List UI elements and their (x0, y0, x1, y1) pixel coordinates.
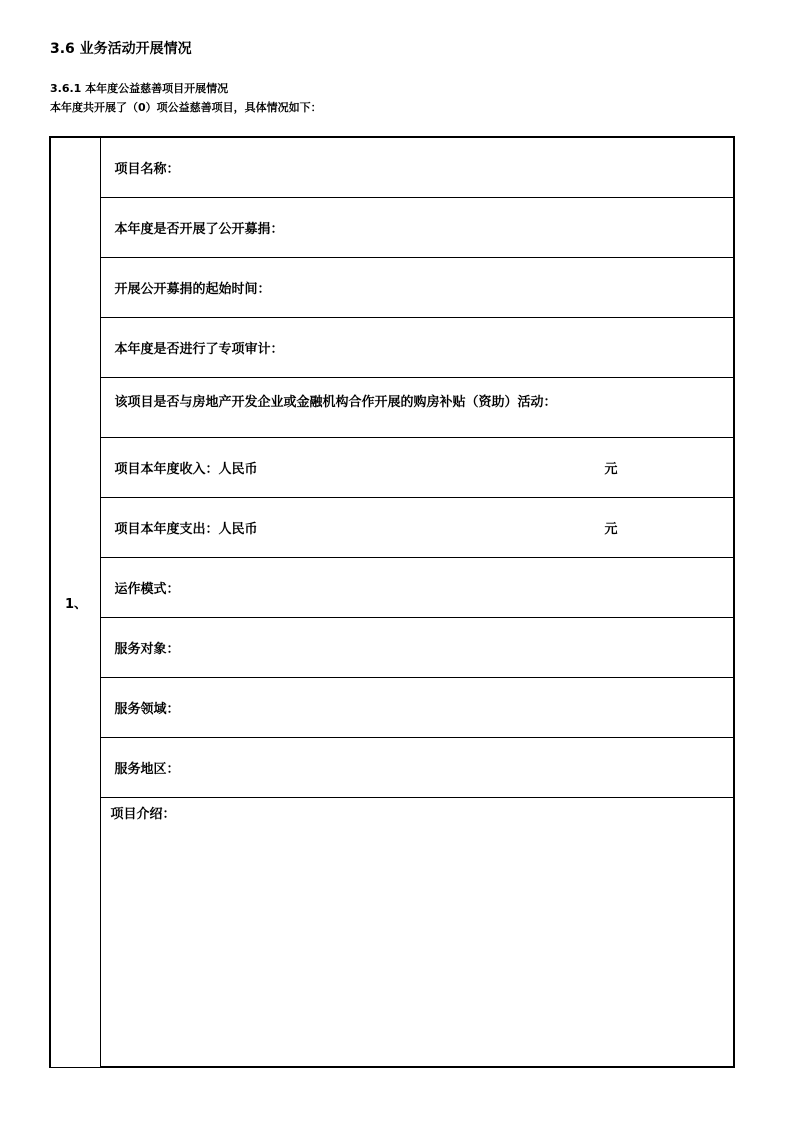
housing-subsidy-field (100, 378, 734, 438)
expense-row (115, 518, 734, 537)
table-row (50, 137, 734, 198)
fundraising-start-label: 开展公开募捐的起始时间： (114, 282, 271, 297)
project-name-field (100, 137, 734, 198)
public-fundraising-label: 本年度是否开展了公开募捐： (114, 222, 284, 237)
housing-subsidy-label: 该项目是否与房地产开发企业或金融机构合作开展的购房补贴（资助）活动： (114, 395, 557, 410)
introduction-field (100, 798, 734, 1068)
table-row (50, 378, 734, 438)
service-field-field (100, 678, 734, 738)
table-row (50, 198, 734, 258)
expense-unit: 元 (604, 522, 618, 537)
intro-line: 本年度共开展了（0）项公益慈善项目，具体情况如下： (50, 101, 322, 114)
income-label: 项目本年度收入：人民币 (114, 462, 258, 477)
table-row (50, 738, 734, 798)
service-region-field (100, 738, 734, 798)
expense-label: 项目本年度支出：人民币 (114, 522, 258, 537)
project-table (49, 136, 735, 1068)
public-fundraising-field (100, 198, 734, 258)
income-field (100, 438, 734, 498)
expense-field (100, 498, 734, 558)
service-field-label: 服务领域： (114, 702, 180, 717)
service-target-field (100, 618, 734, 678)
special-audit-field (100, 318, 734, 378)
income-row (115, 458, 734, 477)
section-title: 3.6 业务活动开展情况 (50, 41, 192, 57)
table-row (50, 798, 734, 1068)
table-row (50, 678, 734, 738)
project-index: 1、 (50, 137, 100, 1067)
special-audit-label: 本年度是否进行了专项审计： (114, 342, 284, 357)
table-row (50, 558, 734, 618)
service-region-label: 服务地区： (114, 762, 180, 777)
service-target-label: 服务对象： (114, 642, 180, 657)
subsection-title: 3.6.1 本年度公益慈善项目开展情况 (50, 82, 229, 95)
operation-mode-label: 运作模式： (114, 582, 180, 597)
operation-mode-field (100, 558, 734, 618)
table-row (50, 258, 734, 318)
project-name-label: 项目名称： (114, 162, 180, 177)
table-row (50, 498, 734, 558)
introduction-label: 项目介绍： (110, 807, 176, 822)
fundraising-start-field (100, 258, 734, 318)
table-row (50, 318, 734, 378)
table-row (50, 618, 734, 678)
table-row (50, 438, 734, 498)
income-unit: 元 (604, 462, 618, 477)
